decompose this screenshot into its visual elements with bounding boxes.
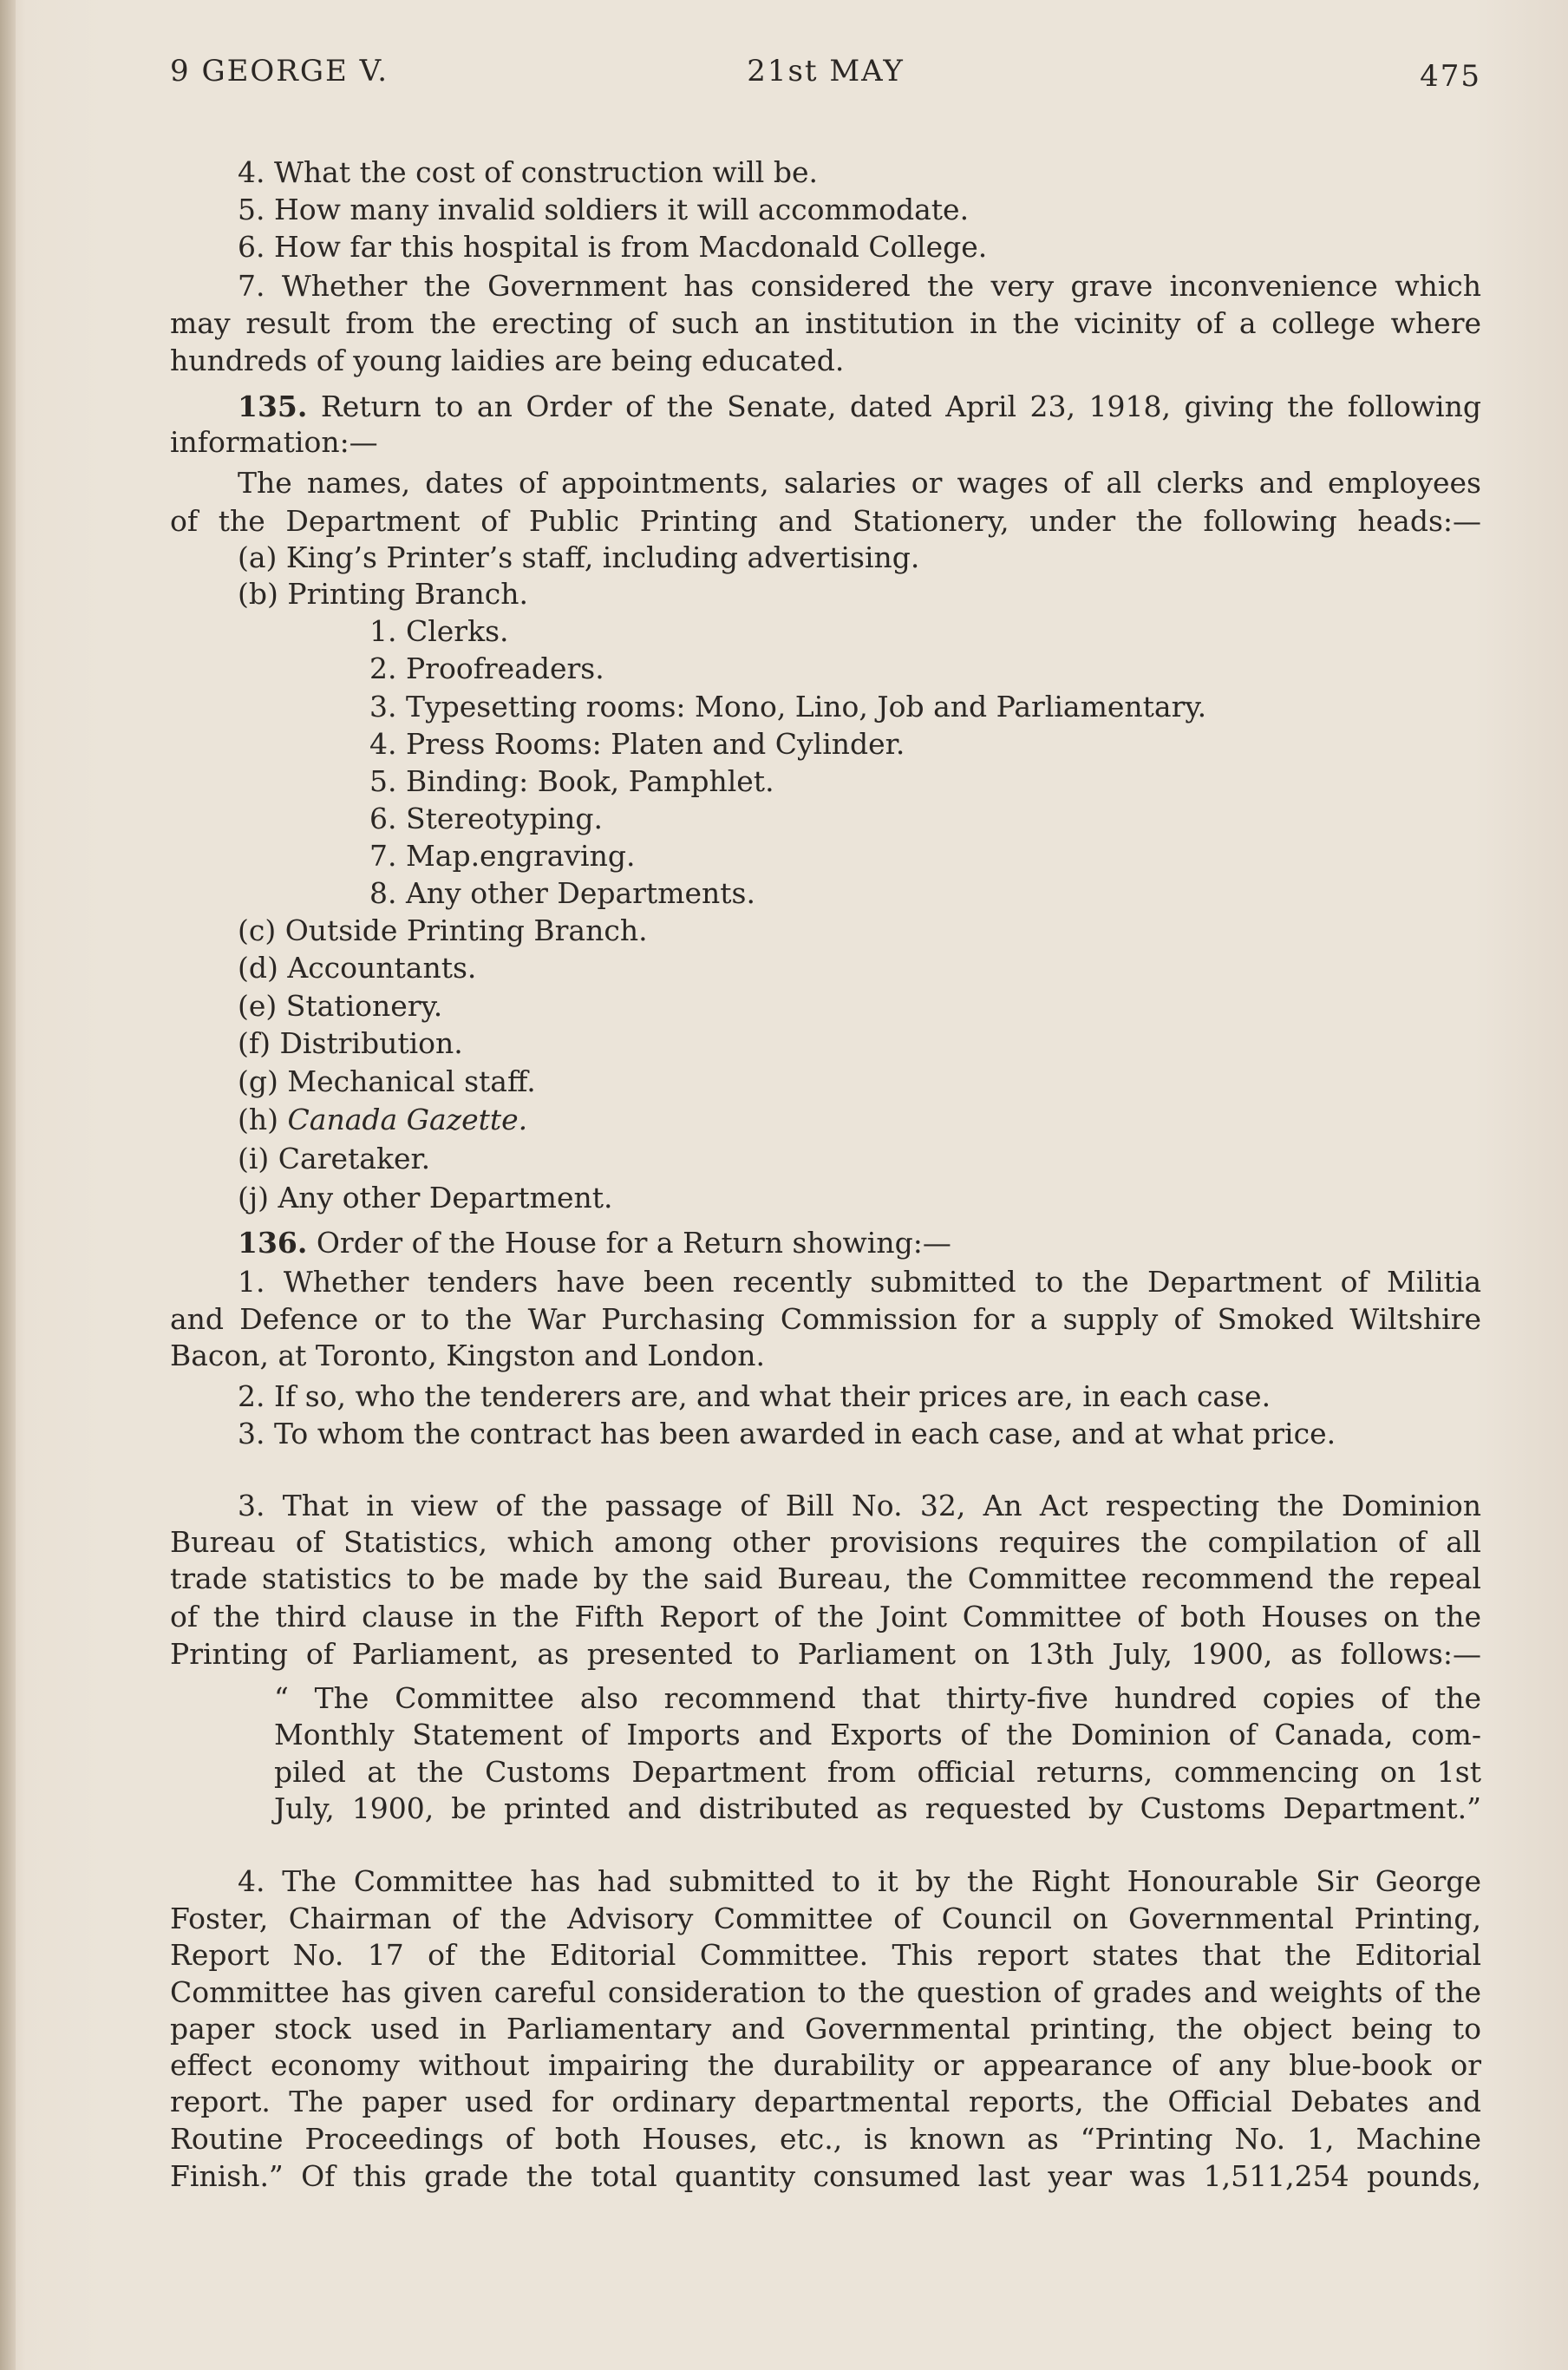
return-136-item-1-line-3: Bacon, at Toronto, Kingston and London. bbox=[170, 1339, 765, 1372]
return-136-number: 136. bbox=[238, 1226, 308, 1260]
head-i: (i) Caretaker. bbox=[238, 1142, 431, 1175]
para-3-line-3: trade statistics to be made by the said Bureau, the Committee recommend the repeal bbox=[170, 1561, 1481, 1595]
return-135-para-line-1: The names, dates of appointments, salaries or wages of all clerks and employees bbox=[238, 466, 1481, 500]
branch-item-7: 7. Map.engraving. bbox=[369, 839, 636, 873]
para-4-line-2: Foster, Chairman of the Advisory Committee of Council on Governmental Printing, bbox=[170, 1902, 1481, 1935]
branch-item-1: 1. Clerks. bbox=[369, 614, 509, 648]
para-4-line-3: Report No. 17 of the Editorial Committee. This report states that the Editorial bbox=[170, 1938, 1481, 1972]
para-3-line-2: Bureau of Statistics, which among other provisions requires the compilation of all bbox=[170, 1525, 1481, 1559]
para-4-line-1: 4. The Committee has had submitted to it by the Right Honourable Sir George bbox=[238, 1864, 1481, 1898]
return-135-heading-line-2: information:— bbox=[170, 425, 378, 459]
para-3-line-1: 3. That in view of the passage of Bill No. 32, An Act respecting the Dominion bbox=[238, 1489, 1481, 1522]
return-136-item-3: 3. To whom the contract has been awarded in each case, and at what price. bbox=[238, 1417, 1336, 1450]
page-number: 475 bbox=[1420, 59, 1481, 94]
branch-item-8: 8. Any other Departments. bbox=[369, 876, 755, 910]
question-item-7-line-2: may result from the erecting of such an institution in the vicinity of a college where bbox=[170, 306, 1481, 340]
return-135-heading bbox=[238, 389, 1481, 425]
para-4-line-7: report. The paper used for ordinary departmental reports, the Official Debates and bbox=[170, 2085, 1481, 2118]
head-h-label: (h) bbox=[238, 1103, 279, 1136]
head-a: (a) King’s Printer’s staff, including advertising. bbox=[238, 540, 920, 574]
return-136-item-1-line-1: 1. Whether tenders have been recently submitted to the Department of Militia bbox=[238, 1265, 1481, 1299]
head-d: (d) Accountants. bbox=[238, 951, 477, 985]
branch-item-3: 3. Typesetting rooms: Mono, Lino, Job and Parliamentary. bbox=[369, 690, 1207, 723]
quote-line-3: piled at the Customs Department from official returns, commencing on 1st bbox=[274, 1755, 1481, 1789]
para-4-line-5: paper stock used in Parliamentary and Governmental printing, the object being to bbox=[170, 2012, 1481, 2046]
return-136-heading-text: Order of the House for a Return showing:— bbox=[316, 1226, 951, 1260]
para-4-line-8: Routine Proceedings of both Houses, etc., is known as “Printing No. 1, Machine bbox=[170, 2122, 1481, 2156]
para-4-line-9: Finish.” Of this grade the total quantity consumed last year was 1,511,254 pounds, bbox=[170, 2159, 1481, 2193]
header-session: 9 GEORGE V. bbox=[170, 54, 389, 88]
para-3-line-5: Printing of Parliament, as presented to Parliament on 13th July, 1900, as follows:— bbox=[170, 1637, 1481, 1671]
head-b: (b) Printing Branch. bbox=[238, 577, 529, 611]
header-date: 21st MAY bbox=[747, 54, 905, 88]
return-135-heading-text: Return to an Order of the Senate, dated April 23, 1918, giving the following bbox=[320, 390, 1481, 423]
question-item-5: 5. How many invalid soldiers it will accommodate. bbox=[238, 193, 970, 226]
quote-line-4: July, 1900, be printed and distributed as requested by Customs Department.” bbox=[274, 1791, 1481, 1825]
para-4-line-4: Committee has given careful consideration to the question of grades and weights of the bbox=[170, 1975, 1481, 2009]
head-e: (e) Stationery. bbox=[238, 989, 443, 1023]
para-3-line-4: of the third clause in the Fifth Report of the Joint Committee of both Houses on the bbox=[170, 1600, 1481, 1633]
return-135-number: 135. bbox=[238, 390, 308, 423]
page-header bbox=[170, 54, 1481, 106]
return-136-item-1-line-2: and Defence or to the War Purchasing Commission for a supply of Smoked Wiltshire bbox=[170, 1302, 1481, 1336]
return-136-item-2: 2. If so, who the tenderers are, and what their prices are, in each case. bbox=[238, 1379, 1271, 1413]
head-j: (j) Any other Department. bbox=[238, 1181, 613, 1214]
return-135-para-line-2: of the Department of Public Printing and Stationery, under the following heads:— bbox=[170, 504, 1481, 538]
head-f: (f) Distribution. bbox=[238, 1026, 463, 1060]
head-h bbox=[238, 1102, 1481, 1138]
para-4-line-6: effect economy without impairing the durability or appearance of any blue-book or bbox=[170, 2048, 1481, 2082]
branch-item-2: 2. Proofreaders. bbox=[369, 651, 604, 685]
head-c: (c) Outside Printing Branch. bbox=[238, 913, 648, 947]
quote-line-1: “ The Committee also recommend that thirty-five hundred copies of the bbox=[274, 1681, 1481, 1715]
head-g: (g) Mechanical staff. bbox=[238, 1064, 536, 1098]
question-item-7-line-3: hundreds of young laidies are being educated. bbox=[170, 344, 845, 377]
branch-item-5: 5. Binding: Book, Pamphlet. bbox=[369, 764, 774, 798]
quote-line-2: Monthly Statement of Imports and Exports of the Dominion of Canada, com- bbox=[274, 1718, 1481, 1751]
question-item-6: 6. How far this hospital is from Macdonald College. bbox=[238, 230, 988, 264]
branch-item-6: 6. Stereotyping. bbox=[369, 802, 603, 835]
branch-item-4: 4. Press Rooms: Platen and Cylinder. bbox=[369, 727, 905, 761]
question-item-4: 4. What the cost of construction will be. bbox=[238, 155, 818, 189]
head-h-text: Canada Gazette. bbox=[287, 1103, 528, 1136]
return-136-heading bbox=[238, 1225, 1481, 1261]
question-item-7-line-1: 7. Whether the Government has considered the very grave inconvenience which bbox=[238, 269, 1481, 303]
page-spine-shadow bbox=[0, 0, 16, 2370]
